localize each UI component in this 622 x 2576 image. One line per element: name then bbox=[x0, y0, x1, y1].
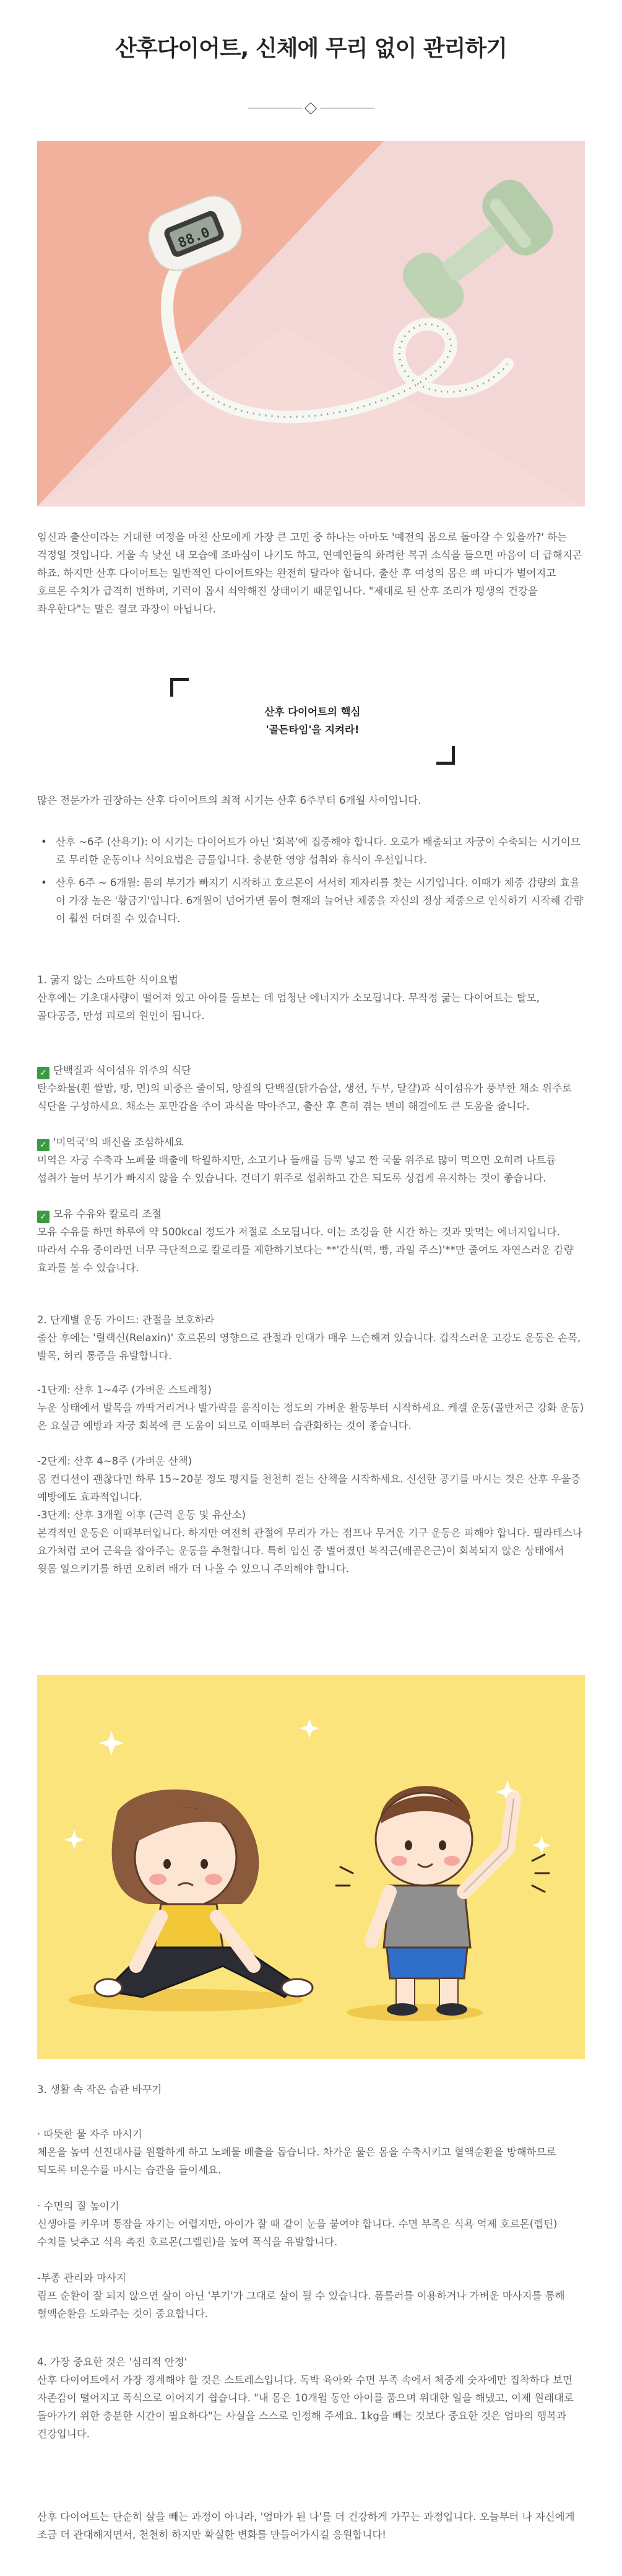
list-item: • 산후 6주 ~ 6개월: 몸의 부기가 빠지기 시작하고 호르몬이 서서히 제자리를 찾는 시기입니다. 이때가 체중 감량의 효율이 가장 높은 '황금기'입니다. 6개월이 넘어가면 몸이 현재의 늘어난 체중을 자신의 정상 체중으로 인식하기 시작해 감량이 훨씬 더뎌질 수 있습니다. bbox=[37, 874, 585, 928]
step-2 bbox=[37, 1452, 585, 1506]
quote-line-1: 산후 다이어트의 핵심 bbox=[264, 706, 361, 718]
habit-label: · 수면의 질 높이기 bbox=[37, 2200, 119, 2212]
checkmark-icon: ✓ bbox=[37, 1211, 50, 1223]
check-body: 모유 수유를 하면 하루에 약 500kcal 정도가 저절로 소모됩니다. 이는 조깅을 한 시간 하는 것과 맞먹는 에너지입니다. 따라서 수유 중이라면 너무 극단적으로 칼로리를 제한하기보다는 **'간식(떡, 빵, 과일 주스)'**만 줄여도 자연스러운 감량 효과를 볼 수 있습니다. bbox=[37, 1226, 574, 1274]
section-4-heading: 4. 가장 중요한 것은 '심리적 안정' bbox=[37, 2356, 188, 2368]
step-body: 누운 상태에서 발목을 까딱거리거나 발가락을 움직이는 정도의 가벼운 활동부터 시작하세요. 케겔 운동(골반저근 강화 운동)은 요실금 예방과 자궁 회복에 큰 도움이 되므로 이때부터 습관화하는 것이 좋습니다. bbox=[37, 1402, 584, 1432]
habit-1 bbox=[37, 2125, 585, 2179]
step-body: 본격적인 운동은 이때부터입니다. 하지만 여전히 관절에 무리가 가는 점프나 무거운 기구 운동은 피해야 합니다. 필라테스나 요가처럼 코어 근육을 잡아주는 운동을 추천합니다. 특히 임신 중 벌어졌던 복직근(배곧은근)이 회복되지 않은 상태에서 윗몸 일으키기를 하면 오히려 배가 더 나올 수 있으니 주의해야 합니다. bbox=[37, 1527, 582, 1575]
timing-intro: 많은 전문가가 권장하는 산후 다이어트의 최적 시기는 산후 6주부터 6개월 사이입니다. bbox=[37, 794, 421, 806]
title-divider bbox=[248, 102, 374, 115]
step-label: -2단계: 산후 4~8주 (가벼운 산책) bbox=[37, 1455, 192, 1467]
section-4-body: 산후 다이어트에서 가장 경계해야 할 것은 스트레스입니다. 독박 육아와 수면 부족 속에서 체중계 숫자에만 집착하다 보면 자존감이 떨어지고 폭식으로 이어지기 쉽습니다. "내 몸은 10개월 동안 아이를 품으며 위대한 일을 해냈고, 이제 원래대로 돌아가기 위한 충분한 시간이 필요하다"는 사실을 스스로 인정해 주세요. 1kg을 빼는 것보다 중요한 것은 엄마의 행복과 건강입니다. bbox=[37, 2374, 574, 2440]
quote-box bbox=[170, 678, 455, 765]
checkmark-icon: ✓ bbox=[37, 1139, 50, 1151]
habit-body: 체온을 높여 신진대사를 원활하게 하고 노폐물 배출을 돕습니다. 차가운 물은 몸을 수축시키고 혈액순환을 방해하므로 되도록 미온수를 마시는 습관을 들이세요. bbox=[37, 2146, 556, 2176]
intro-paragraph: 임신과 출산이라는 거대한 여정을 마친 산모에게 가장 큰 고민 중 하나는 아마도 '예전의 몸으로 돌아갈 수 있을까?' 하는 걱정일 것입니다. 거울 속 낯선 내 모습에 조바심이 나기도 하고, 연예인들의 화려한 복귀 소식을 들으면 마음이 더 급해지곤 하죠. 하지만 산후 다이어트는 일반적인 다이어트와는 완전히 달라야 합니다. 출산 후 여성의 몸은 뼈 마디가 벌어지고 호르몬 수치가 급격히 변하며, 기력이 몹시 쇠약해진 상태이기 때문입니다. "제대로 된 산후 조리가 평생의 건강을 좌우한다"는 말은 결코 과장이 아닙니다. bbox=[37, 531, 582, 615]
check-body: 탄수화물(흰 쌀밥, 빵, 면)의 비중은 줄이되, 양질의 단백질(닭가슴살, 생선, 두부, 달걀)과 식이섬유가 풍부한 채소 위주로 식단을 구성하세요. 채소는 포만감을 주어 과식을 막아주고, 출산 후 흔히 겪는 변비 해결에도 큰 도움을 줍니다. bbox=[37, 1082, 572, 1112]
habit-label: -부종 관리와 마사지 bbox=[37, 2272, 126, 2284]
step-3 bbox=[37, 1506, 585, 1578]
habit-3 bbox=[37, 2269, 585, 2323]
page-title: 산후다이어트, 신체에 무리 없이 관리하기 bbox=[114, 36, 507, 61]
section-3-heading: 3. 생활 속 작은 습관 바꾸기 bbox=[37, 2084, 162, 2095]
hero-image bbox=[37, 141, 585, 507]
section-2 bbox=[37, 1311, 585, 1365]
check-block-2 bbox=[37, 1133, 585, 1187]
check-block-1 bbox=[37, 1061, 585, 1115]
quote-corner-bottom-right bbox=[436, 746, 455, 765]
step-1 bbox=[37, 1381, 585, 1435]
section-1-heading: 1. 굶지 않는 스마트한 식이요법 bbox=[37, 974, 178, 986]
check-block-3 bbox=[37, 1205, 585, 1277]
scale-readout: 88.0 bbox=[176, 224, 212, 251]
check-body: 미역은 자궁 수축과 노폐물 배출에 탁월하지만, 소고기나 들깨를 듬뿍 넣고 짠 국물 위주로 많이 먹으면 오히려 나트륨 섭취가 늘어 부기가 빠지지 않을 수 있습니다. 건더기 위주로 섭취하고 간은 되도록 싱겁게 유지하는 것이 좋습니다. bbox=[37, 1154, 556, 1184]
step-label: -1단계: 산후 1~4주 (가벼운 스트레칭) bbox=[37, 1384, 212, 1396]
list-item: • 산후 ~6주 (산욕기): 이 시기는 다이어트가 아닌 '회복'에 집중해야 합니다. 오로가 배출되고 자궁이 수축되는 시기이므로 무리한 운동이나 식이요법은 금물입니다. 충분한 영양 섭취와 휴식이 우선입니다. bbox=[37, 833, 585, 869]
section-2-heading: 2. 단계별 운동 가이드: 관절을 보호하라 bbox=[37, 1314, 215, 1326]
section-1-body: 산후에는 기초대사량이 떨어져 있고 아이를 돌보는 데 엄청난 에너지가 소모됩니다. 무작정 굶는 다이어트는 탈모, 골다공증, 만성 피로의 원인이 됩니다. bbox=[37, 992, 540, 1022]
quote-corner-top-left bbox=[170, 678, 189, 697]
exercise-illustration bbox=[37, 1675, 585, 2059]
habit-2 bbox=[37, 2197, 585, 2251]
checkmark-icon: ✓ bbox=[37, 1067, 50, 1079]
habit-body: 림프 순환이 잘 되지 않으면 살이 아닌 '부기'가 그대로 살이 될 수 있습니다. 폼롤러를 이용하거나 가벼운 마사지를 통해 혈액순환을 도와주는 것이 중요합니다. bbox=[37, 2290, 565, 2320]
step-label: -3단계: 산후 3개월 이후 (근력 운동 및 유산소) bbox=[37, 1509, 246, 1521]
habit-label: · 따뜻한 물 자주 마시기 bbox=[37, 2128, 142, 2140]
diamond-icon bbox=[305, 102, 317, 115]
check-label: 단백질과 식이섬유 위주의 식단 bbox=[53, 1064, 191, 1076]
check-label: 모유 수유와 칼로리 조절 bbox=[53, 1208, 162, 1220]
closing-paragraph: 산후 다이어트는 단순히 살을 빼는 과정이 아니라, '엄마가 된 나'를 더 건강하게 가꾸는 과정입니다. 오늘부터 나 자신에게 조금 더 관대해지면서, 천천히 하지만 확실한 변화를 만들어가시길 응원합니다! bbox=[37, 2511, 575, 2541]
section-2-body: 출산 후에는 '릴랙신(Relaxin)' 호르몬의 영향으로 관절과 인대가 매우 느슨해져 있습니다. 갑작스러운 고강도 운동은 손목, 발목, 허리 통증을 유발합니다. bbox=[37, 1332, 581, 1362]
hero-illustration bbox=[37, 141, 585, 507]
section-1 bbox=[37, 971, 585, 1025]
quote-line-2: '골든타임'을 지켜라! bbox=[266, 724, 360, 736]
habit-body: 신생아를 키우며 통잠을 자기는 어렵지만, 아이가 잘 때 같이 눈을 붙여야 합니다. 수면 부족은 식욕 억제 호르몬(렙틴) 수치를 낮추고 식욕 촉진 호르몬(그렐린)을 높여 폭식을 유발합니다. bbox=[37, 2218, 558, 2248]
section-4 bbox=[37, 2353, 585, 2443]
quote-text bbox=[170, 703, 455, 739]
check-label: '미역국'의 배신을 조심하세요 bbox=[53, 1136, 184, 1148]
timing-list bbox=[37, 833, 585, 933]
step-body: 몸 컨디션이 괜찮다면 하루 15~20분 정도 평지를 천천히 걷는 산책을 시작하세요. 신선한 공기를 마시는 것은 산후 우울증 예방에도 효과적입니다. bbox=[37, 1473, 581, 1503]
exercise-drawing bbox=[37, 1675, 585, 2059]
